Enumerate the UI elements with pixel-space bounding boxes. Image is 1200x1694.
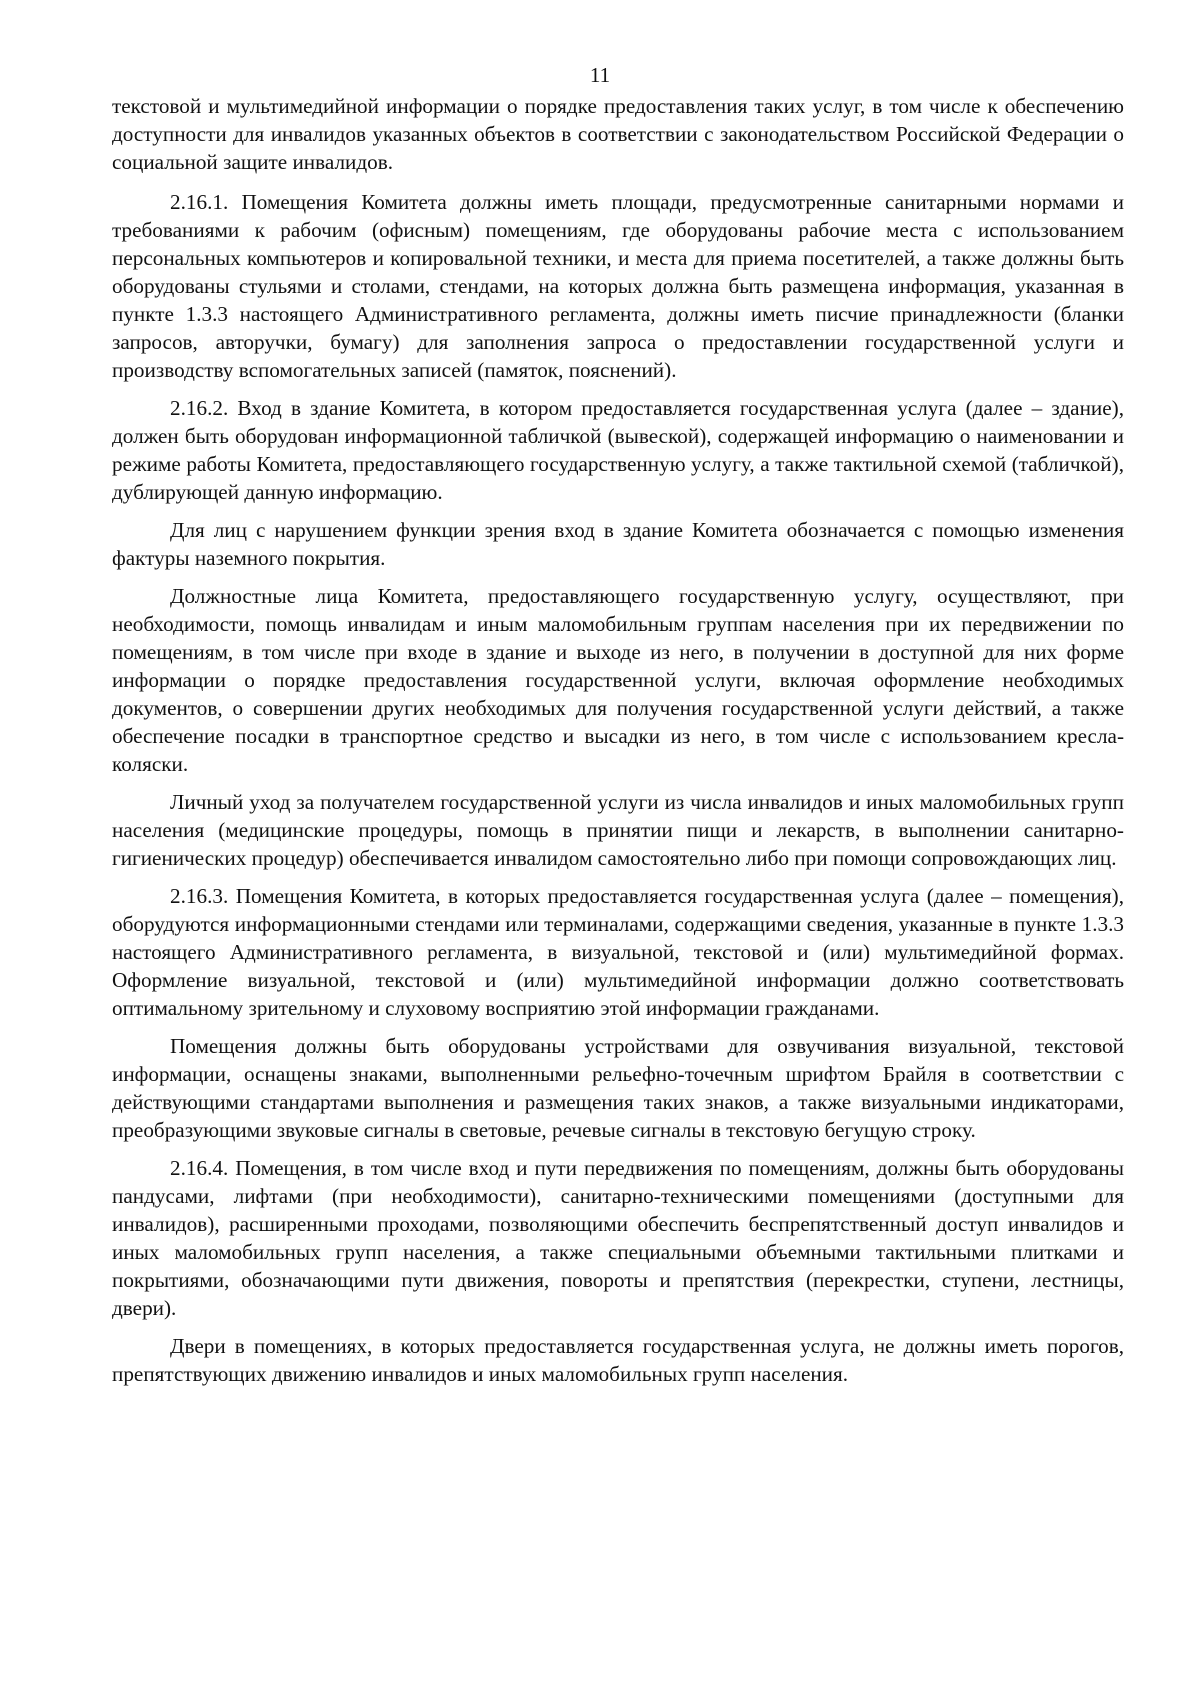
- page-number: 11: [589, 63, 611, 87]
- paragraph-2-16-3: 2.16.3. Помещения Комитета, в которых предоставляется государственная услуга (далее – помещения), оборудуются информационными стендами или терминалами, содержащими сведения, указанные в пункте 1.3.3 настоящего Административного регламента, в визуальной, текстовой и (или) мультимедийной формах. Оформление визуальной, текстовой и (или) мультимедийной информации должно соответствовать оптимальному зрительному и слуховому восприятию этой информации гражданами.: [112, 884, 1124, 1020]
- paragraph-personal-care: Личный уход за получателем государственной услуги из числа инвалидов и иных маломобильных групп населения (медицинские процедуры, помощь в принятии пищи и лекарств, в выполнении санитарно-гигиенических процедур) обеспечивается инвалидом самостоятельно либо при помощи сопровождающих лиц.: [112, 790, 1124, 870]
- paragraph-2-16-2: 2.16.2. Вход в здание Комитета, в котором предоставляется государственная услуга (далее – здание), должен быть оборудован информационной табличкой (вывеской), содержащей информацию о наименовании и режиме работы Комитета, предоставляющего государственную услугу, а также тактильной схемой (табличкой), дублирующей данную информацию.: [112, 396, 1124, 504]
- paragraph-2-16-4: 2.16.4. Помещения, в том числе вход и пути передвижения по помещениям, должны быть оборудованы пандусами, лифтами (при необходимости), санитарно-техническими помещениями (доступными для инвалидов), расширенными проходами, позволяющими обеспечить беспрепятственный доступ инвалидов и иных маломобильных групп населения, а также специальными объемными тактильными плитками и покрытиями, обозначающими пути движения, повороты и препятствия (перекрестки, ступени, лестницы, двери).: [112, 1156, 1124, 1320]
- paragraph-2-16-1: 2.16.1. Помещения Комитета должны иметь площади, предусмотренные санитарными нормами и требованиями к рабочим (офисным) помещениям, где оборудованы рабочие места с использованием персональных компьютеров и копировальной техники, и места для приема посетителей, а также должны быть оборудованы стульями и столами, стендами, на которых должна быть размещена информация, указанная в пункте 1.3.3 настоящего Административного регламента, должны иметь писчие принадлежности (бланки запросов, авторучки, бумагу) для заполнения запроса о предоставлении государственной услуги и производству вспомогательных записей (памяток, пояснений).: [112, 190, 1124, 382]
- document-body: [112, 92, 1124, 1398]
- paragraph-continuation: текстовой и мультимедийной информации о порядке предоставления таких услуг, в том числе к обеспечению доступности для инвалидов указанных объектов в соответствии с законодательством Российской Федерации о социальной защите инвалидов.: [112, 94, 1124, 174]
- paragraph-premises-equipment: Помещения должны быть оборудованы устройствами для озвучивания визуальной, текстовой информации, оснащены знаками, выполненными рельефно-точечным шрифтом Брайля в соответствии с действующими стандартами выполнения и размещения таких знаков, а также визуальными индикаторами, преобразующими звуковые сигналы в световые, речевые сигналы в текстовую бегущую строку.: [112, 1034, 1124, 1142]
- paragraph-doors: Двери в помещениях, в которых предоставляется государственная услуга, не должны иметь порогов, препятствующих движению инвалидов и иных маломобильных групп населения.: [112, 1334, 1124, 1386]
- paragraph-officials-assistance: Должностные лица Комитета, предоставляющего государственную услугу, осуществляют, при необходимости, помощь инвалидам и иным маломобильным группам населения при их передвижении по помещениям, в том числе при входе в здание и выходе из него, в получении в доступной для них форме информации о порядке предоставления государственной услуги, включая оформление необходимых документов, о совершении других необходимых для получения государственной услуги действий, а также обеспечение посадки в транспортное средство и высадки из него, в том числе с использованием кресла-коляски.: [112, 584, 1124, 776]
- paragraph-vision-impaired-entrance: Для лиц с нарушением функции зрения вход в здание Комитета обозначается с помощью изменения фактуры наземного покрытия.: [112, 518, 1124, 570]
